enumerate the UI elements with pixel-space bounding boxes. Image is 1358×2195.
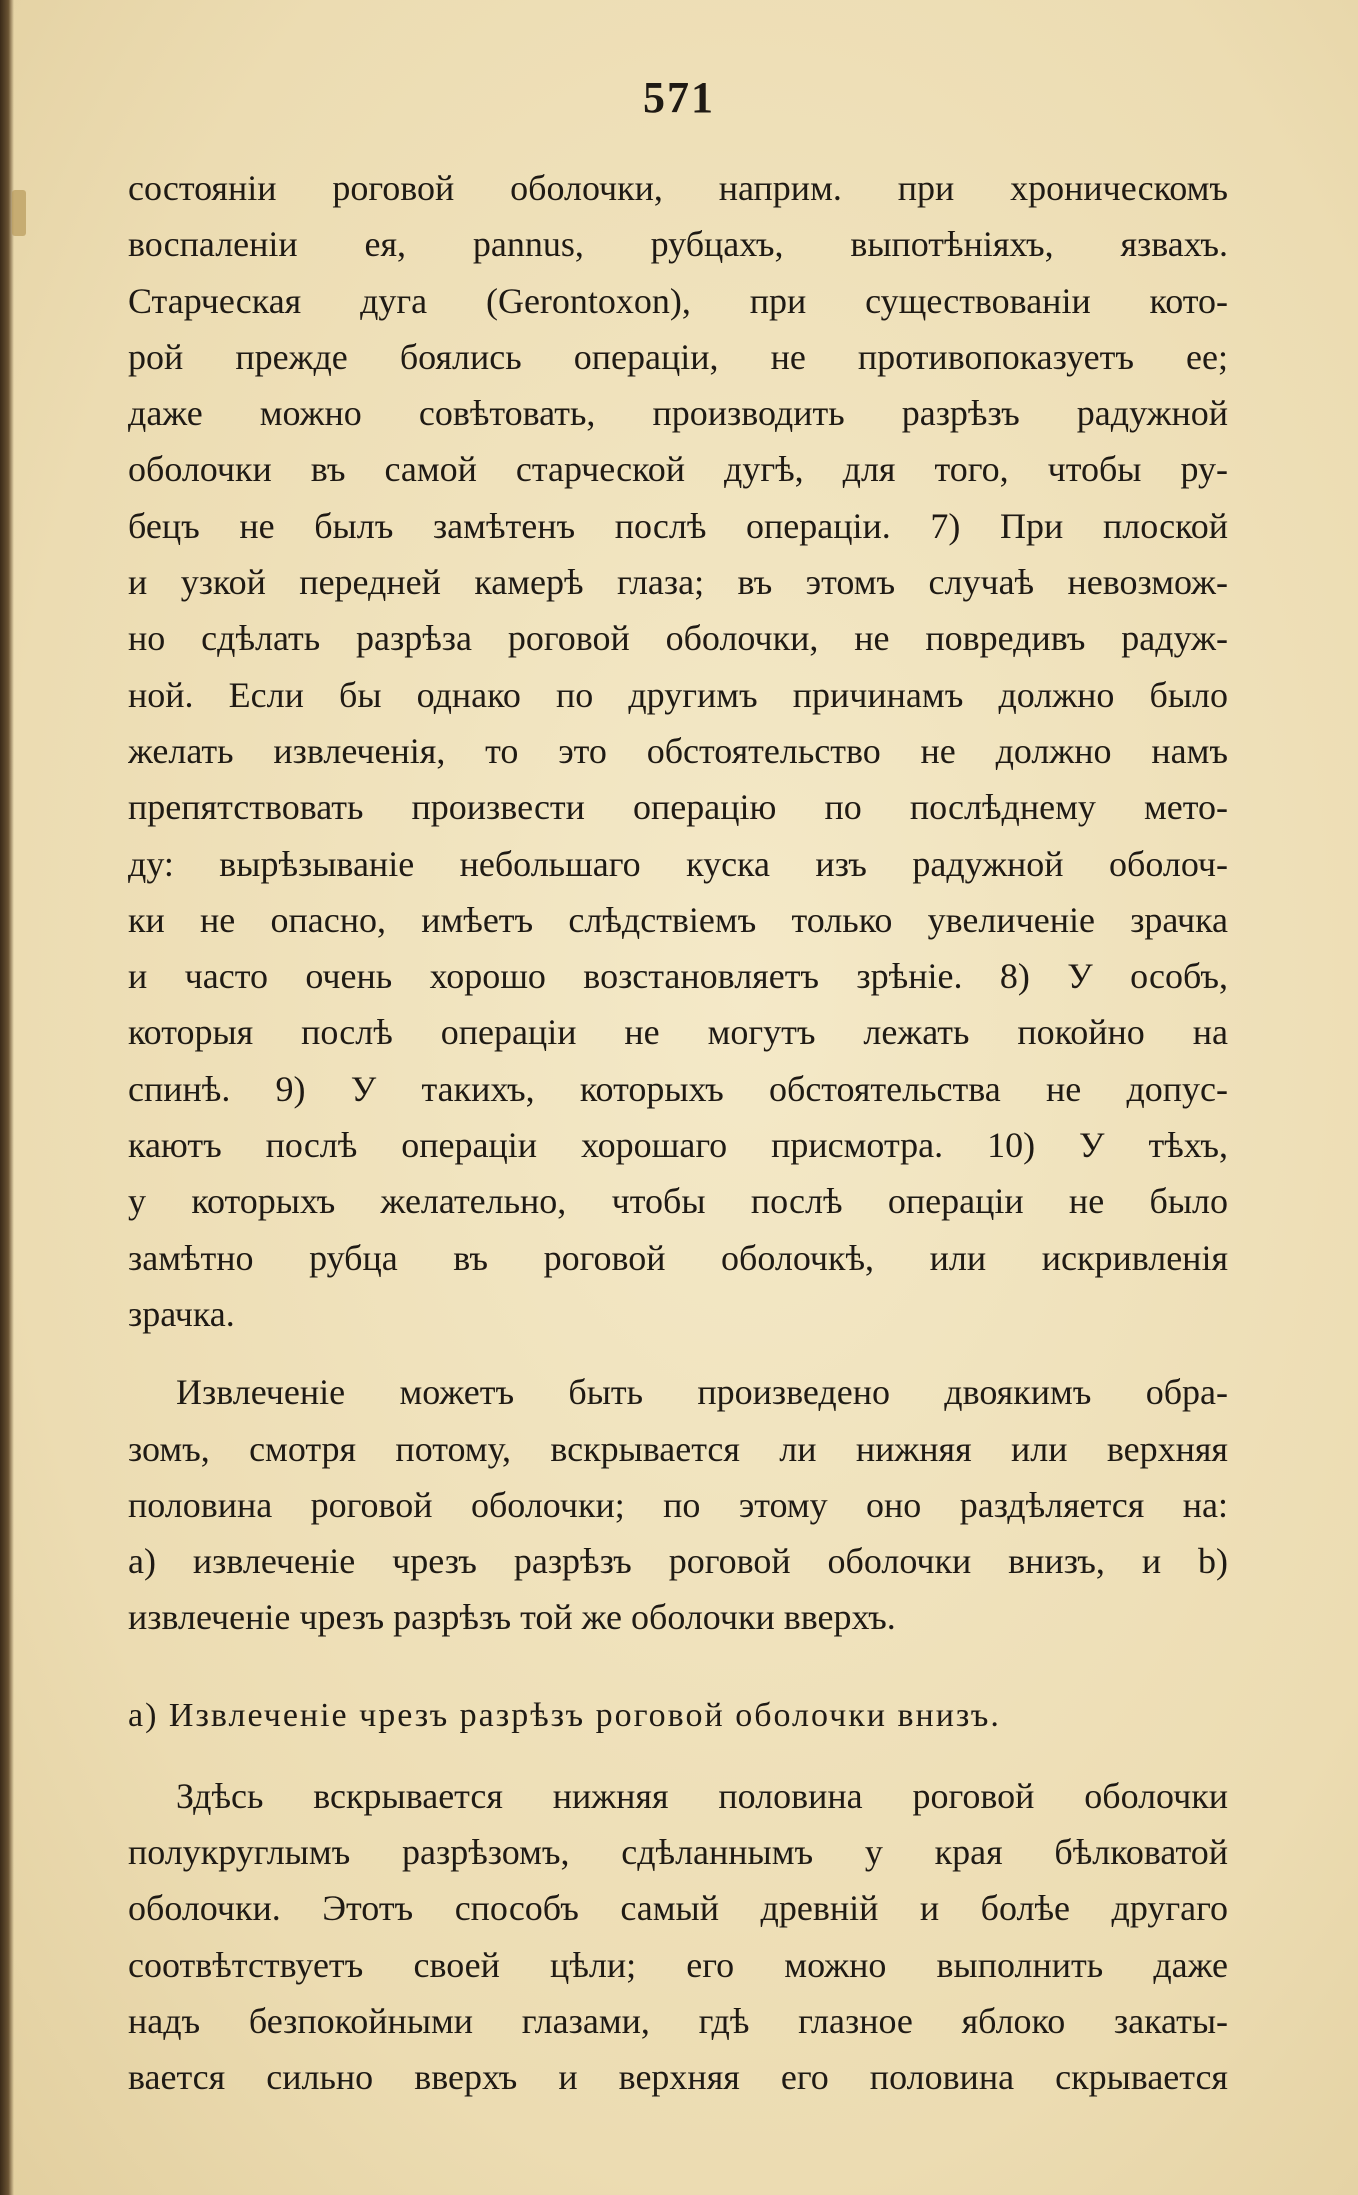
text-line: которыя послѣ операціи не могутъ лежать покойно на [128, 1012, 1228, 1053]
text-line: зрачка. [128, 1293, 235, 1334]
text-line: даже можно совѣтовать, производить разрѣзъ радужной [128, 393, 1228, 434]
text-line: полукруглымъ разрѣзомъ, сдѣланнымъ у края бѣлковатой [128, 1832, 1228, 1873]
paragraph-gap [128, 1342, 1228, 1364]
body-text [128, 160, 1228, 2106]
paragraph-2 [128, 1364, 1228, 1645]
text-line: соотвѣтствуетъ своей цѣли; его можно выполнить даже [128, 1944, 1228, 1985]
text-line: надъ безпокойными глазами, гдѣ глазное яблоко закаты- [128, 2000, 1228, 2041]
text-line: бецъ не былъ замѣтенъ послѣ операціи. 7) При плоской [128, 505, 1228, 546]
text-line: желать извлеченія, то это обстоятельство не должно намъ [128, 730, 1228, 771]
text-line: спинѣ. 9) У такихъ, которыхъ обстоятельства не допус- [128, 1068, 1228, 1109]
paper-stain [12, 190, 26, 236]
book-spine-edge [0, 0, 14, 2195]
text-line: и часто очень хорошо возстановляетъ зрѣніе. 8) У особъ, [128, 956, 1228, 997]
paragraph-3 [128, 1768, 1228, 2106]
text-line: оболочки въ самой старческой дугѣ, для того, чтобы ру- [128, 449, 1228, 490]
text-line: ки не опасно, имѣетъ слѣдствіемъ только увеличеніе зрачка [128, 899, 1228, 940]
text-line: ду: вырѣзываніе небольшаго куска изъ радужной оболоч- [128, 843, 1228, 884]
text-line: воспаленіи ея, pannus, рубцахъ, выпотѣніяхъ, язвахъ. [128, 224, 1228, 265]
text-line: рой прежде боялись операціи, не противопоказуетъ ее; [128, 336, 1228, 377]
text-line: а) извлеченіе чрезъ разрѣзъ роговой оболочки внизъ, и b) [128, 1541, 1228, 1582]
text-line: состояніи роговой оболочки, наприм. при хроническомъ [128, 168, 1228, 208]
paragraph-gap [128, 1746, 1228, 1768]
paragraph-1 [128, 160, 1228, 1342]
page-number: 571 [643, 73, 715, 122]
text-line: половина роговой оболочки; по этому оно раздѣляется на: [128, 1484, 1228, 1525]
text-line: зомъ, смотря потому, вскрывается ли нижняя или верхняя [128, 1428, 1228, 1469]
text-line: препятствовать произвести операцію по послѣднему мето- [128, 787, 1228, 828]
text-line: у которыхъ желательно, чтобы послѣ операціи не было [128, 1181, 1228, 1222]
section-heading: а) Извлеченіе чрезъ разрѣзъ роговой оболочки внизъ. [128, 1696, 1001, 1734]
text-line: и узкой передней камерѣ глаза; въ этомъ случаѣ невозмож- [128, 562, 1228, 603]
text-line: замѣтно рубца въ роговой оболочкѣ, или искривленія [128, 1237, 1228, 1278]
text-line: каютъ послѣ операціи хорошаго присмотра. 10) У тѣхъ, [128, 1125, 1228, 1166]
text-line: вается сильно вверхъ и верхняя его половина скрывается [128, 2057, 1228, 2098]
text-line: но сдѣлать разрѣза роговой оболочки, не повредивъ радуж- [128, 618, 1228, 659]
text-line: оболочки. Этотъ способъ самый древній и болѣе другаго [128, 1888, 1228, 1929]
text-line: извлеченіе чрезъ разрѣзъ той же оболочки вверхъ. [128, 1597, 896, 1638]
text-line: ной. Если бы однако по другимъ причинамъ должно было [128, 674, 1228, 715]
text-line: Здѣсь вскрывается нижняя половина роговой оболочки [176, 1775, 1228, 1816]
text-line: Извлеченіе можетъ быть произведено двоякимъ обра- [176, 1372, 1228, 1413]
paragraph-gap [128, 1646, 1228, 1686]
text-line: Старческая дуга (Gerontoxon), при существованіи кото- [128, 280, 1228, 321]
